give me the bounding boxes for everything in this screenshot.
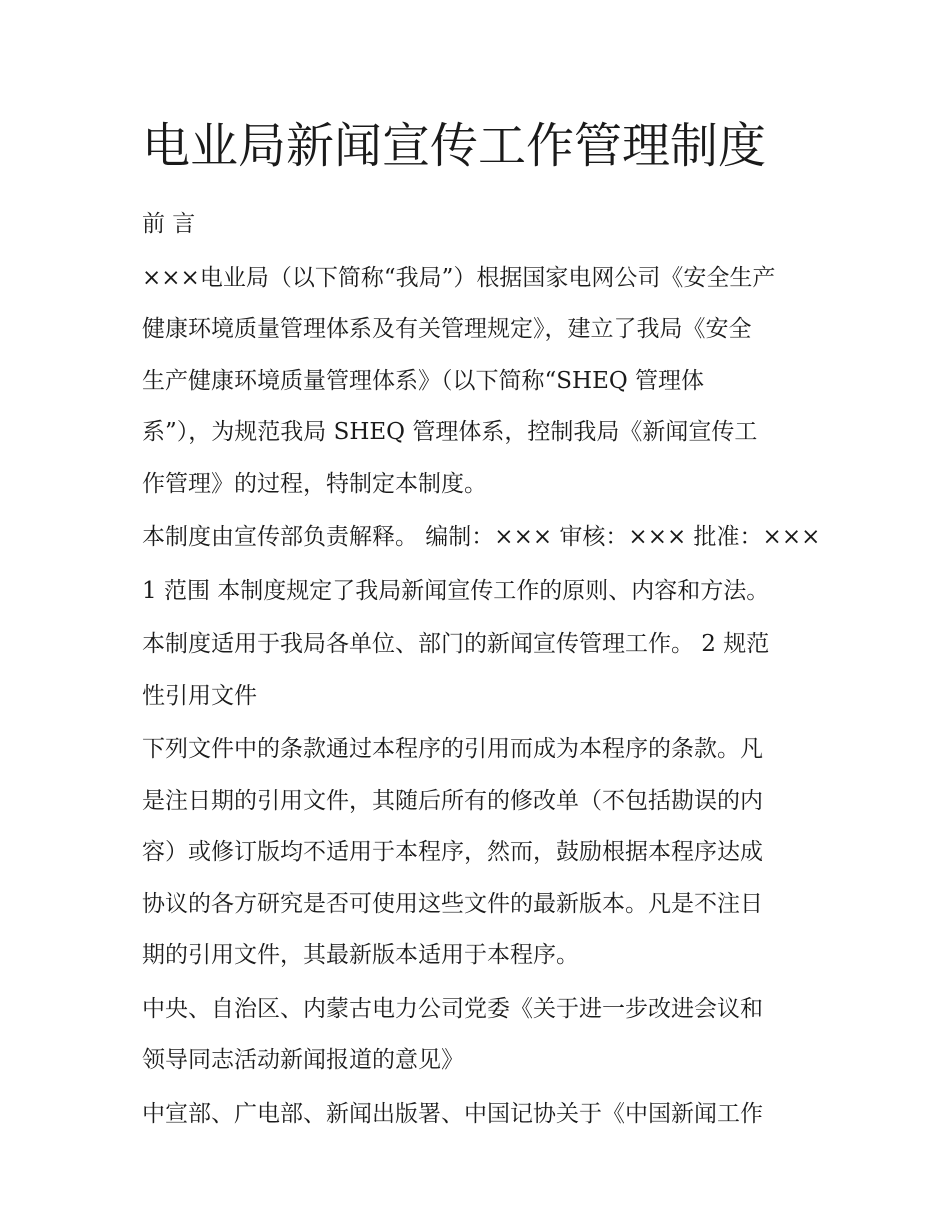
text-line: 1 范围 本制度规定了我局新闻宣传工作的原则、内容和方法。 (142, 577, 770, 604)
text-line: 领导同志活动新闻报道的意见》 (142, 1047, 464, 1073)
text-line: 作管理》的过程，特制定本制度。 (142, 470, 487, 497)
applicability-paragraph (142, 619, 812, 722)
text-line: 中央、自治区、内蒙古电力公司党委《关于进一步改进会议和 (142, 995, 763, 1022)
text-line: 本制度由宣传部负责解释。 编制：××× 审核：××× 批准：××× (142, 524, 821, 550)
reference-item (142, 1089, 812, 1141)
text-line: 容）或修订版均不适用于本程序，然而，鼓励根据本程序达成 (142, 839, 763, 865)
reference-item (142, 984, 812, 1087)
text-line: 是注日期的引用文件，其随后所有的修改单（不包括勘误的内 (142, 787, 763, 814)
preface-heading (142, 199, 812, 251)
document-body (142, 199, 821, 1142)
text-line: 协议的各方研究是否可使用这些文件的最新版本。凡是不注日 (142, 890, 763, 917)
approval-paragraph (142, 512, 821, 564)
text-line: 前 言 (142, 211, 196, 237)
text-line: 下列文件中的条款通过本程序的引用而成为本程序的条款。凡 (142, 736, 763, 762)
references-paragraph (142, 724, 812, 982)
text-line: 健康环境质量管理体系及有关管理规定》，建立了我局《安全 (142, 316, 752, 342)
text-line: ×××电业局（以下简称“我局”）根据国家电网公司《安全生产 (142, 264, 776, 291)
text-line: 中宣部、广电部、新闻出版署、中国记协关于《中国新闻工作 (142, 1100, 763, 1127)
document-title: 电业局新闻宣传工作管理制度 (142, 118, 767, 174)
text-line: 生产健康环境质量管理体系》（以下简称“SHEQ 管理体 (142, 367, 705, 394)
scope-paragraph (142, 566, 812, 618)
text-line: 系”），为规范我局 SHEQ 管理体系，控制我局《新闻宣传工 (142, 419, 758, 445)
text-line: 性引用文件 (142, 682, 257, 709)
text-line: 本制度适用于我局各单位、部门的新闻宣传管理工作。 2 规范 (142, 631, 770, 657)
intro-paragraph (142, 253, 812, 511)
text-line: 期的引用文件，其最新版本适用于本程序。 (142, 942, 579, 968)
